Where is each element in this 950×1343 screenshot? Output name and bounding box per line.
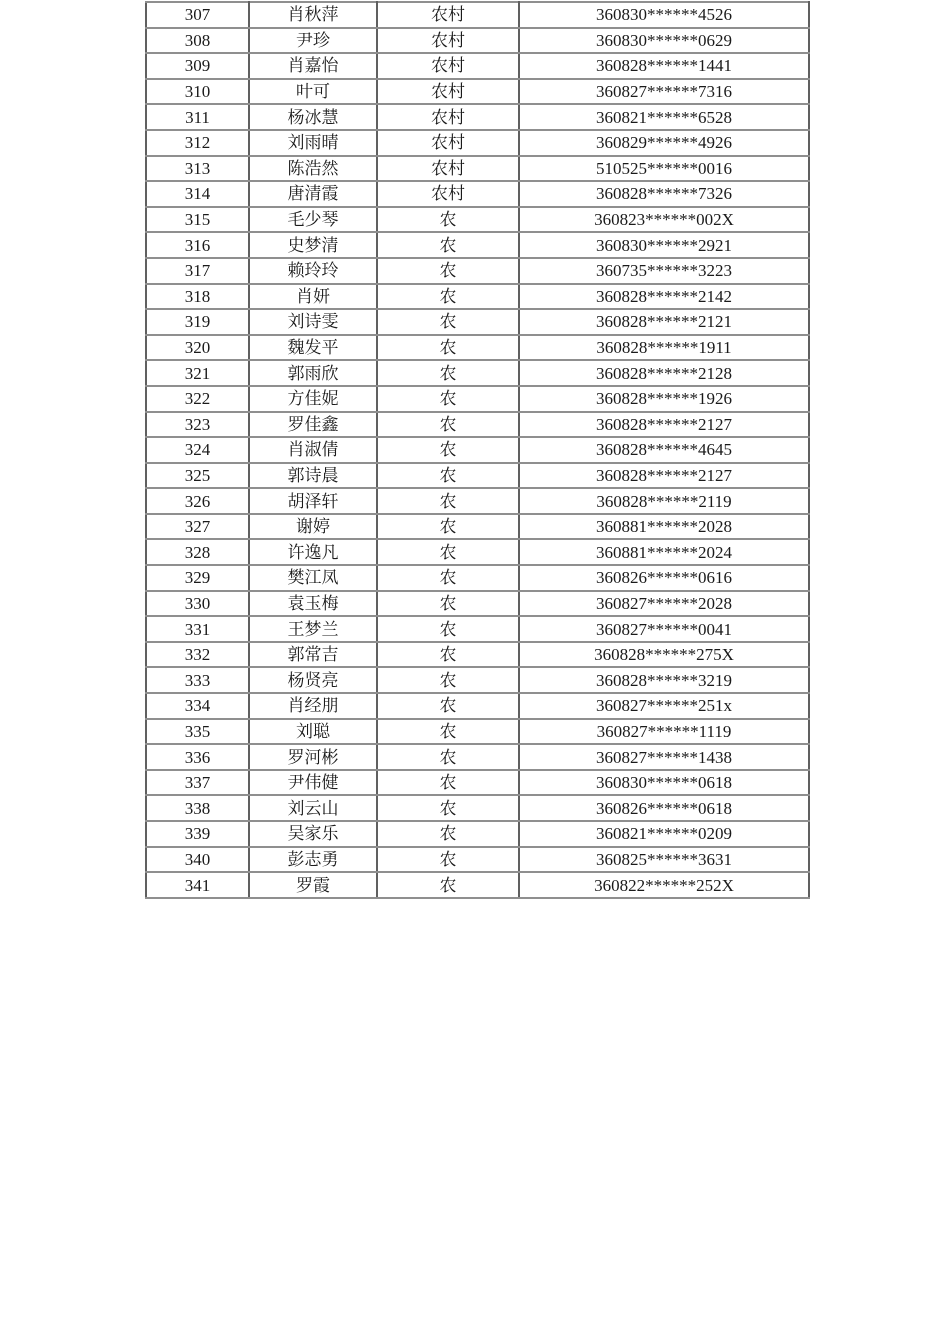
name-cell: 肖经朋 (249, 693, 377, 719)
residence-type-cell: 农 (377, 847, 519, 873)
id-number-cell: 360828******2127 (519, 463, 809, 489)
index-cell: 310 (146, 79, 249, 105)
id-number-cell: 360828******7326 (519, 181, 809, 207)
id-number-cell: 510525******0016 (519, 156, 809, 182)
id-number-cell: 360829******4926 (519, 130, 809, 156)
table-row (146, 28, 809, 54)
id-number-cell: 360830******0618 (519, 770, 809, 796)
residence-type-cell: 农 (377, 642, 519, 668)
table-row (146, 130, 809, 156)
name-cell: 刘诗雯 (249, 309, 377, 335)
residence-type-cell: 农 (377, 232, 519, 258)
index-cell: 323 (146, 412, 249, 438)
residence-type-cell: 农村 (377, 28, 519, 54)
index-cell: 313 (146, 156, 249, 182)
id-number-cell: 360881******2028 (519, 514, 809, 540)
id-number-cell: 360827******7316 (519, 79, 809, 105)
id-number-cell: 360828******2119 (519, 488, 809, 514)
id-number-cell: 360827******1119 (519, 719, 809, 745)
id-number-cell: 360827******0041 (519, 616, 809, 642)
name-cell: 吴家乐 (249, 821, 377, 847)
index-cell: 332 (146, 642, 249, 668)
name-cell: 史梦清 (249, 232, 377, 258)
index-cell: 328 (146, 539, 249, 565)
index-cell: 335 (146, 719, 249, 745)
id-number-cell: 360823******002X (519, 207, 809, 233)
residence-type-cell: 农 (377, 360, 519, 386)
id-number-cell: 360827******251x (519, 693, 809, 719)
index-cell: 334 (146, 693, 249, 719)
name-cell: 赖玲玲 (249, 258, 377, 284)
name-cell: 谢婷 (249, 514, 377, 540)
table-row (146, 872, 809, 898)
residence-type-cell: 农 (377, 693, 519, 719)
index-cell: 307 (146, 2, 249, 28)
index-cell: 309 (146, 53, 249, 79)
residence-type-cell: 农村 (377, 181, 519, 207)
table-row (146, 258, 809, 284)
name-cell: 郭常吉 (249, 642, 377, 668)
index-cell: 318 (146, 284, 249, 310)
table-row (146, 386, 809, 412)
name-cell: 叶可 (249, 79, 377, 105)
residence-type-cell: 农村 (377, 156, 519, 182)
table-row (146, 744, 809, 770)
name-cell: 方佳妮 (249, 386, 377, 412)
residence-type-cell: 农 (377, 514, 519, 540)
index-cell: 315 (146, 207, 249, 233)
id-number-cell: 360828******1441 (519, 53, 809, 79)
index-cell: 339 (146, 821, 249, 847)
residence-type-cell: 农 (377, 539, 519, 565)
id-number-cell: 360828******3219 (519, 667, 809, 693)
index-cell: 321 (146, 360, 249, 386)
table-body (146, 2, 809, 898)
name-cell: 袁玉梅 (249, 591, 377, 617)
residence-type-cell: 农 (377, 821, 519, 847)
id-number-cell: 360830******2921 (519, 232, 809, 258)
name-cell: 尹伟健 (249, 770, 377, 796)
index-cell: 330 (146, 591, 249, 617)
name-cell: 郭诗晨 (249, 463, 377, 489)
residence-type-cell: 农村 (377, 104, 519, 130)
table-row (146, 719, 809, 745)
index-cell: 311 (146, 104, 249, 130)
name-cell: 彭志勇 (249, 847, 377, 873)
residence-type-cell: 农 (377, 386, 519, 412)
table-row (146, 770, 809, 796)
table-row (146, 847, 809, 873)
name-cell: 罗佳鑫 (249, 412, 377, 438)
id-number-cell: 360826******0616 (519, 565, 809, 591)
id-number-cell: 360828******2121 (519, 309, 809, 335)
index-cell: 325 (146, 463, 249, 489)
index-cell: 320 (146, 335, 249, 361)
residence-type-cell: 农 (377, 616, 519, 642)
table-row (146, 693, 809, 719)
id-number-cell: 360828******2127 (519, 412, 809, 438)
id-number-cell: 360822******252X (519, 872, 809, 898)
index-cell: 338 (146, 795, 249, 821)
table-row (146, 335, 809, 361)
residence-type-cell: 农 (377, 591, 519, 617)
table-row (146, 821, 809, 847)
index-cell: 336 (146, 744, 249, 770)
id-number-cell: 360828******2142 (519, 284, 809, 310)
id-number-cell: 360828******1911 (519, 335, 809, 361)
index-cell: 337 (146, 770, 249, 796)
residence-type-cell: 农 (377, 667, 519, 693)
index-cell: 308 (146, 28, 249, 54)
name-cell: 杨冰慧 (249, 104, 377, 130)
table-row (146, 309, 809, 335)
index-cell: 316 (146, 232, 249, 258)
table-row (146, 795, 809, 821)
id-number-cell: 360821******6528 (519, 104, 809, 130)
index-cell: 326 (146, 488, 249, 514)
name-cell: 王梦兰 (249, 616, 377, 642)
table-row (146, 181, 809, 207)
name-cell: 胡泽轩 (249, 488, 377, 514)
name-cell: 唐清霞 (249, 181, 377, 207)
name-cell: 魏发平 (249, 335, 377, 361)
residence-type-cell: 农 (377, 488, 519, 514)
name-cell: 罗河彬 (249, 744, 377, 770)
residence-type-cell: 农 (377, 795, 519, 821)
residence-type-cell: 农 (377, 744, 519, 770)
name-cell: 樊江凤 (249, 565, 377, 591)
index-cell: 312 (146, 130, 249, 156)
id-number-cell: 360825******3631 (519, 847, 809, 873)
residence-type-cell: 农村 (377, 2, 519, 28)
table-row (146, 360, 809, 386)
residence-type-cell: 农村 (377, 53, 519, 79)
table-row (146, 488, 809, 514)
table-row (146, 616, 809, 642)
index-cell: 329 (146, 565, 249, 591)
residence-type-cell: 农 (377, 719, 519, 745)
residence-type-cell: 农 (377, 872, 519, 898)
table-row (146, 565, 809, 591)
name-cell: 肖嘉怡 (249, 53, 377, 79)
name-cell: 陈浩然 (249, 156, 377, 182)
index-cell: 333 (146, 667, 249, 693)
name-cell: 刘云山 (249, 795, 377, 821)
name-cell: 刘聪 (249, 719, 377, 745)
index-cell: 314 (146, 181, 249, 207)
residence-type-cell: 农 (377, 284, 519, 310)
index-cell: 331 (146, 616, 249, 642)
id-number-cell: 360821******0209 (519, 821, 809, 847)
residence-type-cell: 农 (377, 258, 519, 284)
index-cell: 327 (146, 514, 249, 540)
table-row (146, 156, 809, 182)
residence-type-cell: 农 (377, 207, 519, 233)
id-number-cell: 360828******4645 (519, 437, 809, 463)
id-number-cell: 360828******2128 (519, 360, 809, 386)
residence-type-cell: 农 (377, 412, 519, 438)
roster-table (145, 1, 810, 899)
id-number-cell: 360828******1926 (519, 386, 809, 412)
table-row (146, 412, 809, 438)
name-cell: 罗霞 (249, 872, 377, 898)
id-number-cell: 360881******2024 (519, 539, 809, 565)
table-row (146, 667, 809, 693)
index-cell: 340 (146, 847, 249, 873)
residence-type-cell: 农 (377, 437, 519, 463)
residence-type-cell: 农 (377, 565, 519, 591)
name-cell: 肖淑倩 (249, 437, 377, 463)
table-row (146, 514, 809, 540)
name-cell: 许逸凡 (249, 539, 377, 565)
name-cell: 刘雨晴 (249, 130, 377, 156)
name-cell: 郭雨欣 (249, 360, 377, 386)
residence-type-cell: 农 (377, 335, 519, 361)
table-row (146, 79, 809, 105)
name-cell: 杨贤亮 (249, 667, 377, 693)
name-cell: 尹珍 (249, 28, 377, 54)
name-cell: 毛少琴 (249, 207, 377, 233)
id-number-cell: 360830******0629 (519, 28, 809, 54)
id-number-cell: 360826******0618 (519, 795, 809, 821)
id-number-cell: 360827******2028 (519, 591, 809, 617)
index-cell: 322 (146, 386, 249, 412)
table-row (146, 232, 809, 258)
residence-type-cell: 农 (377, 309, 519, 335)
index-cell: 319 (146, 309, 249, 335)
residence-type-cell: 农村 (377, 130, 519, 156)
table-row (146, 642, 809, 668)
table-row (146, 463, 809, 489)
table-row (146, 2, 809, 28)
table-row (146, 207, 809, 233)
residence-type-cell: 农 (377, 770, 519, 796)
name-cell: 肖妍 (249, 284, 377, 310)
residence-type-cell: 农村 (377, 79, 519, 105)
index-cell: 341 (146, 872, 249, 898)
table-row (146, 437, 809, 463)
table-row (146, 591, 809, 617)
id-number-cell: 360830******4526 (519, 2, 809, 28)
index-cell: 324 (146, 437, 249, 463)
id-number-cell: 360828******275X (519, 642, 809, 668)
id-number-cell: 360735******3223 (519, 258, 809, 284)
table-row (146, 104, 809, 130)
table-row (146, 539, 809, 565)
name-cell: 肖秋萍 (249, 2, 377, 28)
index-cell: 317 (146, 258, 249, 284)
id-number-cell: 360827******1438 (519, 744, 809, 770)
table-row (146, 284, 809, 310)
residence-type-cell: 农 (377, 463, 519, 489)
table-row (146, 53, 809, 79)
